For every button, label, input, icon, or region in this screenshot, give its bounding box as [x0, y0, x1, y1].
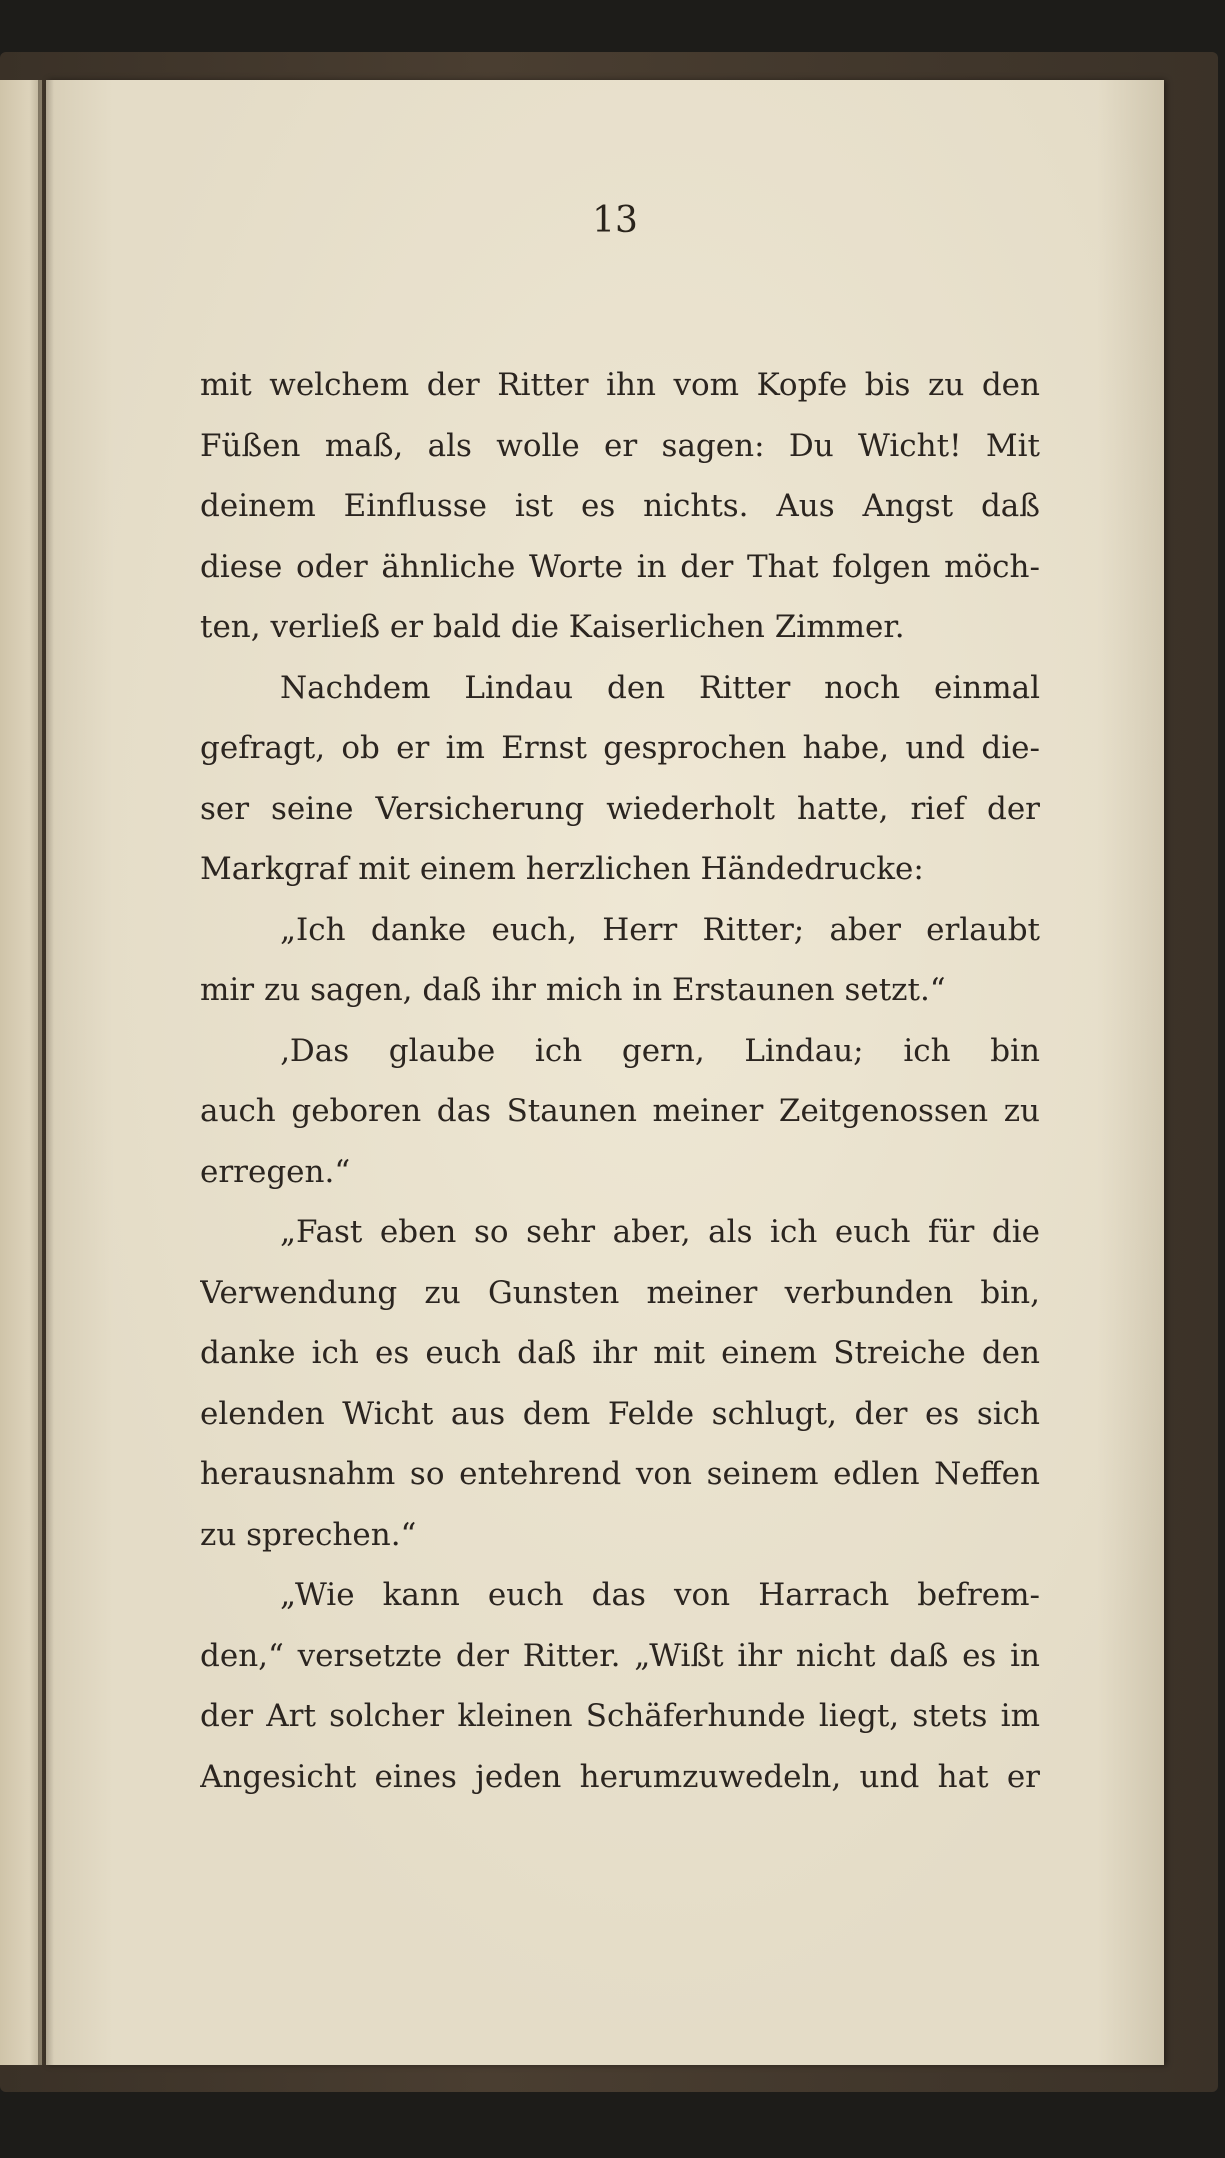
text-line: ‚Das glaube ich gern, Lindau; ich bin — [280, 1032, 1040, 1069]
text-line: zu sprechen.“ — [200, 1516, 417, 1553]
text-line: erregen.“ — [200, 1153, 351, 1190]
text-line: mit welchem der Ritter ihn vom Kopfe bis zu den — [200, 367, 1040, 403]
spine-shadow — [38, 80, 54, 2065]
text-line: ser seine Versicherung wiederholt hatte, rief der — [200, 790, 1040, 827]
page-text — [200, 355, 1040, 1807]
text-line: den,“ versetzte der Ritter. „Wißt ihr nicht daß es in — [200, 1637, 1040, 1674]
text-line: Verwendung zu Gunsten meiner verbunden bin, — [200, 1274, 1040, 1311]
text-line: mir zu sagen, daß ihr mich in Erstaunen setzt.“ — [200, 972, 946, 1008]
text-line: deinem Einflusse ist es nichts. Aus Angst daß — [200, 488, 1040, 524]
text-line: herausnahm so entehrend von seinem edlen Neffen — [200, 1456, 1040, 1492]
page-number: 13 — [592, 200, 638, 241]
text-line: Nachdem Lindau den Ritter noch einmal — [280, 669, 1040, 706]
text-line: Angesicht eines jeden herumzuwedeln, und hat er — [200, 1758, 1040, 1795]
text-line: gefragt, ob er im Ernst gesprochen habe, und die- — [200, 730, 1040, 766]
text-line: „Ich danke euch, Herr Ritter; aber erlaubt — [280, 911, 1040, 948]
text-line: ten, verließ er bald die Kaiserlichen Zimmer. — [200, 609, 905, 645]
text-line: Markgraf mit einem herzlichen Händedrucke: — [200, 851, 924, 887]
text-line: „Wie kann euch das von Harrach befrem- — [280, 1577, 1040, 1613]
text-line: danke ich es euch daß ihr mit einem Streiche den — [200, 1335, 1040, 1371]
left-page-edge — [0, 80, 42, 2065]
text-line: diese oder ähnliche Worte in der That folgen möch- — [200, 548, 1040, 585]
text-line: Füßen maß, als wolle er sagen: Du Wicht! Mit — [200, 427, 1040, 464]
text-line: „Fast eben so sehr aber, als ich euch für die — [280, 1214, 1040, 1250]
text-line: der Art solcher kleinen Schäferhunde liegt, stets im — [200, 1698, 1040, 1734]
text-line: elenden Wicht aus dem Felde schlugt, der es sich — [200, 1395, 1040, 1432]
text-line: auch geboren das Staunen meiner Zeitgenossen zu — [200, 1093, 1040, 1129]
